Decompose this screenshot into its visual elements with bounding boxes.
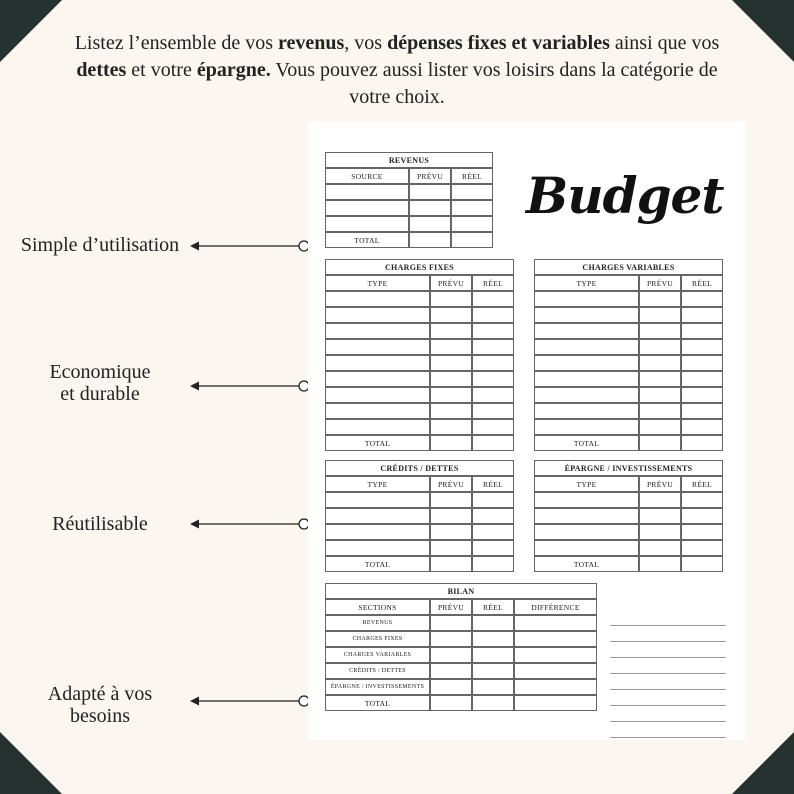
total-label: TOTAL — [325, 556, 430, 572]
table-credits-dettes — [325, 460, 514, 572]
corner-decoration-top-left — [0, 0, 62, 62]
total-label: TOTAL — [534, 556, 639, 572]
feature-adapte: Adapté à vos besoins — [47, 683, 153, 727]
table-row — [325, 508, 514, 524]
notes-lines — [610, 610, 726, 738]
col-header: RÉEL — [681, 476, 723, 492]
corner-decoration-bottom-right — [732, 732, 794, 794]
col-header: PRÉVU — [430, 476, 472, 492]
table-row — [325, 200, 493, 216]
row-label: TOTAL — [325, 695, 430, 711]
col-header: RÉEL — [472, 476, 514, 492]
table-charges-variables — [534, 259, 723, 451]
table-row — [534, 540, 723, 556]
table-row — [534, 291, 723, 307]
table-revenus — [325, 152, 493, 248]
table-title: CHARGES VARIABLES — [534, 259, 723, 275]
total-label: TOTAL — [325, 435, 430, 451]
col-header: PRÉVU — [639, 476, 681, 492]
table-title: REVENUS — [325, 152, 493, 168]
table-row — [325, 387, 514, 403]
col-header: PRÉVU — [430, 275, 472, 291]
col-header: RÉEL — [472, 599, 514, 615]
col-header: SECTIONS — [325, 599, 430, 615]
col-header: PRÉVU — [409, 168, 451, 184]
total-label: TOTAL — [534, 435, 639, 451]
table-bilan — [325, 583, 597, 711]
col-header: PRÉVU — [639, 275, 681, 291]
table-row — [325, 524, 514, 540]
table-row — [534, 323, 723, 339]
corner-decoration-bottom-left — [0, 732, 62, 794]
table-row — [325, 216, 493, 232]
table-row — [534, 307, 723, 323]
total-label: TOTAL — [325, 232, 409, 248]
table-epargne — [534, 460, 723, 572]
table-row — [325, 371, 514, 387]
table-row — [534, 419, 723, 435]
col-header: TYPE — [325, 275, 430, 291]
arrow-icon — [188, 379, 312, 393]
table-row — [325, 307, 514, 323]
col-header: TYPE — [325, 476, 430, 492]
table-row — [325, 291, 514, 307]
col-header: TYPE — [534, 275, 639, 291]
table-title: BILAN — [325, 583, 597, 599]
arrow-icon — [188, 239, 312, 253]
table-row — [325, 695, 597, 711]
table-row — [325, 647, 597, 663]
col-header: RÉEL — [472, 275, 514, 291]
table-row — [534, 387, 723, 403]
table-charges-fixes — [325, 259, 514, 451]
table-row — [534, 524, 723, 540]
table-row — [325, 663, 597, 679]
table-title: CRÉDITS / DETTES — [325, 460, 514, 476]
row-label: REVENUS — [325, 615, 430, 631]
col-header: RÉEL — [451, 168, 493, 184]
arrow-icon — [188, 517, 312, 531]
table-row — [325, 403, 514, 419]
row-label: ÉPARGNE / INVESTISSEMENTS — [325, 679, 430, 695]
table-row — [325, 184, 493, 200]
table-title: CHARGES FIXES — [325, 259, 514, 275]
table-row — [534, 492, 723, 508]
feature-reutilisable: Réutilisable — [52, 513, 148, 535]
table-row — [325, 615, 597, 631]
col-header: TYPE — [534, 476, 639, 492]
table-row — [325, 355, 514, 371]
col-header: SOURCE — [325, 168, 409, 184]
row-label: CHARGES FIXES — [325, 631, 430, 647]
table-row — [534, 355, 723, 371]
table-row — [534, 339, 723, 355]
table-row — [534, 508, 723, 524]
corner-decoration-top-right — [732, 0, 794, 62]
row-label: CHARGES VARIABLES — [325, 647, 430, 663]
arrow-icon — [188, 694, 312, 708]
table-row — [325, 339, 514, 355]
table-row — [325, 540, 514, 556]
budget-sheet — [308, 122, 745, 740]
intro-text: Listez l’ensemble de vos revenus, vos dépenses fixes et variables ainsi que vos dettes et votre épargne. Vous pouvez aussi lister vos loisirs dans la catégorie de votre choix. — [74, 32, 720, 108]
col-header: RÉEL — [681, 275, 723, 291]
table-row — [534, 371, 723, 387]
table-row — [325, 323, 514, 339]
col-header: DIFFÉRENCE — [514, 599, 597, 615]
feature-economique: Economique et durable — [49, 361, 151, 405]
table-title: ÉPARGNE / INVESTISSEMENTS — [534, 460, 723, 476]
table-row — [325, 492, 514, 508]
table-row — [325, 679, 597, 695]
budget-logo: Budget — [526, 166, 724, 225]
feature-simple: Simple d’utilisation — [20, 234, 180, 256]
table-row — [325, 419, 514, 435]
col-header: PRÉVU — [430, 599, 472, 615]
table-row — [325, 631, 597, 647]
row-label: CRÉDITS / DETTES — [325, 663, 430, 679]
table-row — [534, 403, 723, 419]
